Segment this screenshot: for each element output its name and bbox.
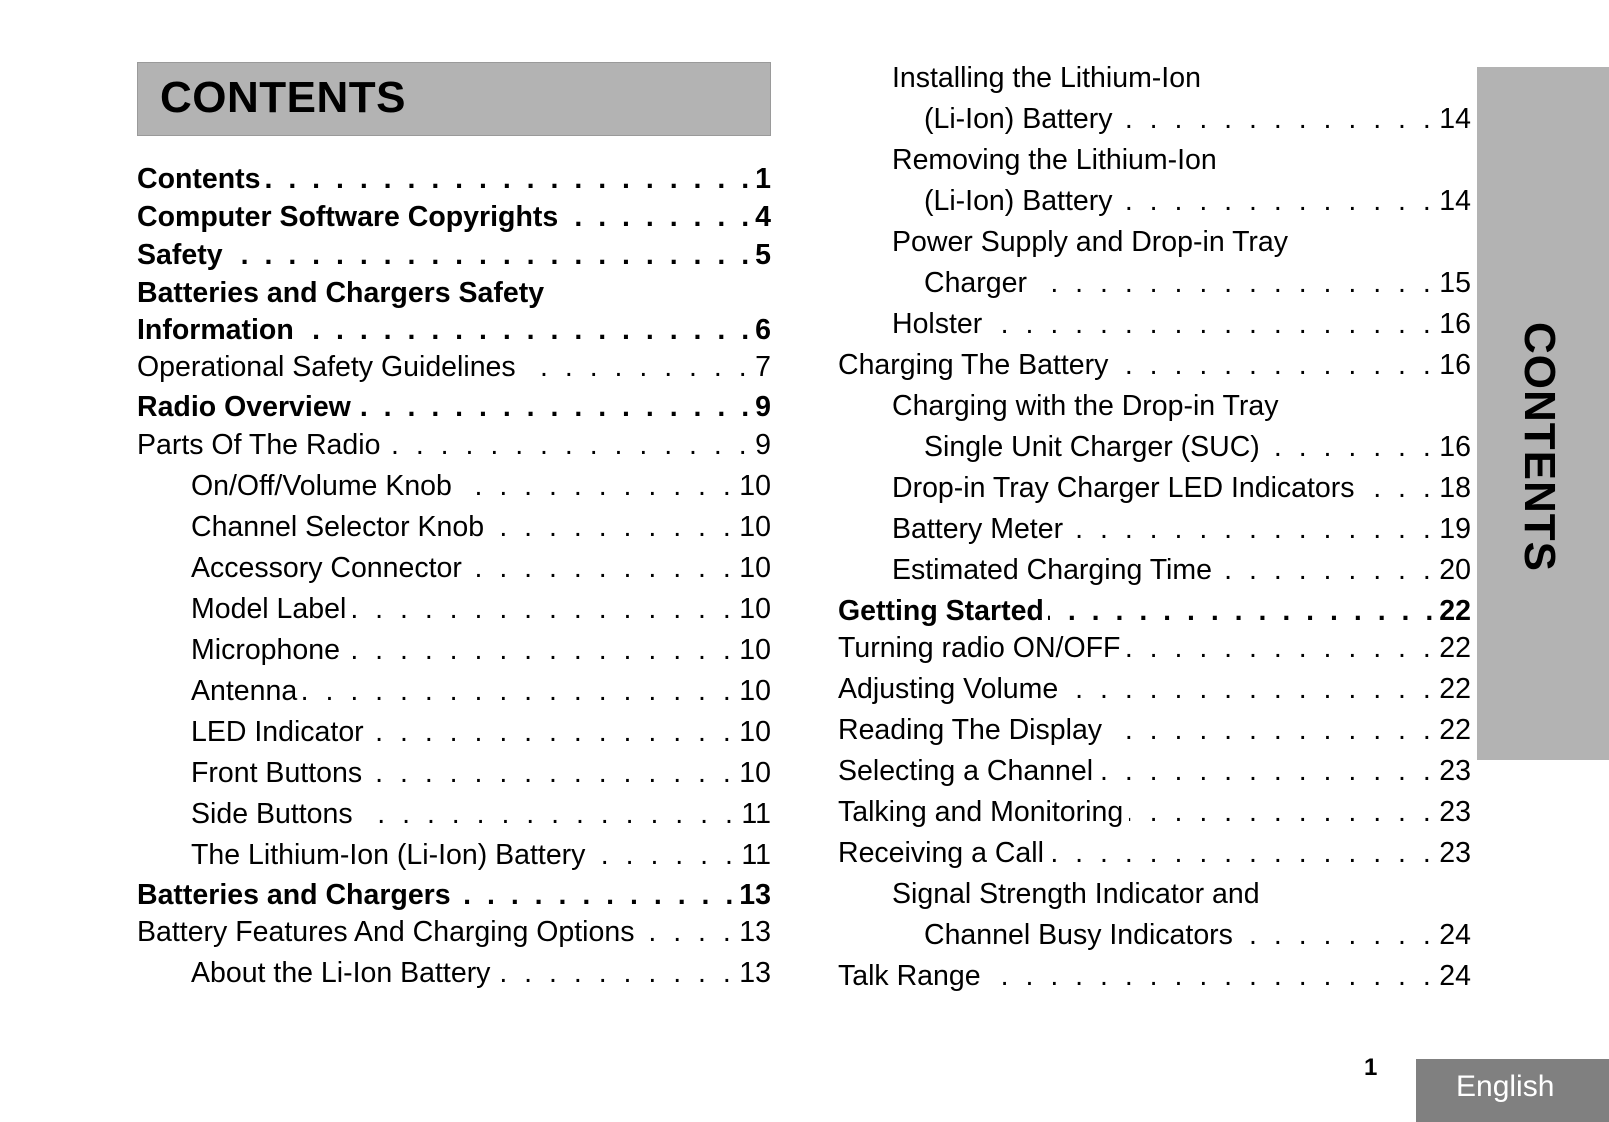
toc-entry[interactable]	[838, 511, 1471, 547]
toc-entry[interactable]	[838, 671, 1471, 707]
toc-dot-leader	[1069, 511, 1435, 547]
toc-entry-label: Signal Strength Indicator and	[892, 878, 1260, 910]
toc-dot-leader	[468, 550, 735, 586]
toc-entry-page-number: 22	[1439, 673, 1471, 705]
toc-entry-page-number: 10	[739, 511, 771, 543]
toc-entry-page-number: 16	[1439, 349, 1471, 381]
toc-dot-leader	[370, 714, 736, 750]
toc-entry-label: Contents	[137, 163, 261, 195]
toc-dot-leader	[298, 312, 753, 348]
toc-entry-label: Channel Busy Indicators	[924, 919, 1233, 951]
toc-entry-page-number: 10	[739, 552, 771, 584]
toc-entry[interactable]	[838, 347, 1471, 383]
toc-entry[interactable]	[838, 835, 1471, 871]
toc-dot-leader	[1050, 835, 1435, 871]
toc-entry[interactable]	[838, 60, 1471, 96]
toc-entry-label: Charging The Battery	[838, 349, 1109, 381]
toc-entry[interactable]	[137, 427, 771, 463]
toc-entry[interactable]	[137, 632, 771, 668]
toc-entry-label: About the Li-Ion Battery	[191, 957, 491, 989]
toc-entry-page-number: 7	[755, 351, 771, 383]
toc-entry[interactable]	[838, 552, 1471, 588]
toc-entry-page-number: 6	[755, 314, 771, 346]
toc-entry[interactable]	[137, 349, 771, 385]
toc-entry[interactable]	[838, 917, 1471, 953]
toc-entry-page-number: 10	[739, 470, 771, 502]
toc-dot-leader	[359, 796, 738, 832]
toc-entry-page-number: 5	[755, 239, 771, 271]
toc-entry-label: Selecting a Channel	[838, 755, 1094, 787]
toc-entry-label: Getting Started	[838, 595, 1044, 627]
toc-entry[interactable]	[838, 712, 1471, 748]
toc-entry-label: Charging with the Drop-in Tray	[892, 390, 1279, 422]
toc-dot-leader	[1218, 552, 1435, 588]
toc-entry-page-number: 13	[739, 916, 771, 948]
toc-dot-leader	[591, 837, 737, 873]
toc-entry-page-number: 22	[1439, 632, 1471, 664]
toc-entry-label: Antenna	[191, 675, 298, 707]
toc-entry-page-number: 14	[1439, 103, 1471, 135]
toc-entry-label: Information	[137, 314, 294, 346]
toc-dot-leader	[455, 877, 738, 913]
toc-entry[interactable]	[838, 388, 1471, 424]
toc-entry[interactable]	[137, 161, 771, 197]
toc-dot-leader	[1118, 101, 1435, 137]
toc-entry[interactable]	[137, 714, 771, 750]
toc-dot-leader	[1114, 347, 1435, 383]
toc-entry-page-number: 11	[741, 798, 771, 830]
toc-entry-label: Microphone	[191, 634, 340, 666]
toc-entry[interactable]	[137, 199, 771, 235]
side-tab-label: CONTENTS	[1515, 322, 1564, 572]
toc-entry-page-number: 20	[1439, 554, 1471, 586]
toc-entry-label: Single Unit Charger (SUC)	[924, 431, 1260, 463]
toc-dot-leader	[1361, 470, 1436, 506]
toc-entry-label: Batteries and Chargers	[137, 879, 451, 911]
toc-entry-label: (Li-Ion) Battery	[924, 103, 1113, 135]
toc-entry[interactable]	[838, 470, 1471, 506]
toc-dot-leader	[562, 199, 753, 235]
toc-entry-label: Talk Range	[838, 960, 981, 992]
toc-entry-page-number: 13	[739, 957, 771, 989]
toc-dot-leader	[1126, 630, 1435, 666]
toc-entry[interactable]	[137, 755, 771, 791]
toc-entry-page-number: 15	[1439, 267, 1471, 299]
toc-entry-label: Power Supply and Drop-in Tray	[892, 226, 1289, 258]
toc-dot-leader	[355, 389, 753, 425]
toc-entry[interactable]	[838, 958, 1471, 994]
toc-entry-page-number: 9	[755, 429, 771, 461]
toc-entry-page-number: 10	[739, 593, 771, 625]
toc-entry-label: Accessory Connector	[191, 552, 462, 584]
toc-dot-leader	[368, 755, 735, 791]
toc-entry-label: The Lithium-Ion (Li-Ion) Battery	[191, 839, 586, 871]
toc-entry-label: Installing the Lithium-Ion	[892, 62, 1201, 94]
toc-dot-leader	[1129, 794, 1435, 830]
toc-entry-page-number: 19	[1439, 513, 1471, 545]
toc-dot-leader	[386, 427, 751, 463]
toc-entry-page-number: 22	[1439, 595, 1471, 627]
toc-dot-leader	[1099, 753, 1435, 789]
toc-dot-leader	[1033, 265, 1435, 301]
toc-entry-page-number: 10	[739, 716, 771, 748]
toc-entry[interactable]	[838, 794, 1471, 830]
toc-entry-page-number: 10	[739, 634, 771, 666]
toc-entry[interactable]	[838, 753, 1471, 789]
toc-dot-leader	[1064, 671, 1435, 707]
toc-entry-label: Charger	[924, 267, 1027, 299]
toc-entry-page-number: 22	[1439, 714, 1471, 746]
toc-entry-label: Operational Safety Guidelines	[137, 351, 516, 383]
toc-entry-label: On/Off/Volume Knob	[191, 470, 452, 502]
toc-entry-page-number: 23	[1439, 796, 1471, 828]
toc-dot-leader	[303, 673, 735, 709]
toc-entry-page-number: 14	[1439, 185, 1471, 217]
toc-dot-leader	[1108, 712, 1435, 748]
toc-entry-label: Parts Of The Radio	[137, 429, 381, 461]
toc-dot-leader	[640, 914, 735, 950]
toc-entry[interactable]	[137, 955, 771, 991]
toc-dot-leader	[1266, 429, 1436, 465]
toc-entry[interactable]	[838, 306, 1471, 342]
toc-entry[interactable]	[838, 101, 1471, 137]
toc-entry-page-number: 4	[755, 201, 771, 233]
toc-entry[interactable]	[838, 429, 1471, 465]
toc-dot-leader	[987, 958, 1436, 994]
toc-dot-leader	[1048, 593, 1437, 629]
language-label: English	[1456, 1070, 1555, 1103]
toc-entry-label: Drop-in Tray Charger LED Indicators	[892, 472, 1355, 504]
toc-entry-page-number: 16	[1439, 308, 1471, 340]
toc-dot-leader	[1118, 183, 1435, 219]
toc-entry-label: Side Buttons	[191, 798, 353, 830]
toc-entry[interactable]	[137, 914, 771, 950]
toc-entry-label: Holster	[892, 308, 983, 340]
toc-dot-leader	[458, 468, 735, 504]
toc-entry-label: Batteries and Chargers Safety	[137, 277, 545, 309]
language-tab	[1416, 1059, 1609, 1122]
toc-entry[interactable]	[137, 468, 771, 504]
page-number: 1	[1364, 1054, 1378, 1081]
contents-header-box	[137, 62, 771, 136]
toc-entry[interactable]	[137, 877, 771, 913]
toc-entry[interactable]	[137, 312, 771, 348]
toc-dot-leader	[496, 955, 735, 991]
toc-entry[interactable]	[137, 796, 771, 832]
page-title: CONTENTS	[160, 73, 406, 122]
toc-entry-label: Computer Software Copyrights	[137, 201, 559, 233]
toc-entry[interactable]	[137, 591, 771, 627]
toc-entry[interactable]	[838, 593, 1471, 629]
toc-entry[interactable]	[838, 142, 1471, 178]
toc-entry-page-number: 23	[1439, 837, 1471, 869]
toc-entry[interactable]	[838, 265, 1471, 301]
toc-entry-page-number: 9	[755, 391, 771, 423]
toc-entry[interactable]	[137, 837, 771, 873]
toc-dot-leader	[1239, 917, 1435, 953]
toc-entry-label: Front Buttons	[191, 757, 363, 789]
toc-dot-leader	[988, 306, 1435, 342]
toc-entry-page-number: 16	[1439, 431, 1471, 463]
toc-entry-page-number: 24	[1439, 960, 1471, 992]
toc-dot-leader	[490, 509, 735, 545]
toc-dot-leader	[227, 237, 754, 273]
toc-entry-page-number: 23	[1439, 755, 1471, 787]
toc-entry-label: Adjusting Volume	[838, 673, 1059, 705]
toc-entry-label: Reading The Display	[838, 714, 1103, 746]
toc-entry-label: Estimated Charging Time	[892, 554, 1212, 586]
toc-entry-label: Battery Meter	[892, 513, 1064, 545]
toc-entry[interactable]	[137, 275, 771, 311]
toc-entry[interactable]	[838, 224, 1471, 260]
toc-entry-label: Removing the Lithium-Ion	[892, 144, 1217, 176]
toc-entry-page-number: 10	[739, 757, 771, 789]
toc-dot-leader	[352, 591, 735, 627]
toc-entry-label: LED Indicator	[191, 716, 364, 748]
side-section-tab	[1477, 67, 1609, 760]
toc-entry-page-number: 18	[1439, 472, 1471, 504]
toc-dot-leader	[346, 632, 735, 668]
toc-entry-label: (Li-Ion) Battery	[924, 185, 1113, 217]
toc-entry-page-number: 13	[739, 879, 771, 911]
toc-entry-label: Turning radio ON/OFF	[838, 632, 1121, 664]
toc-entry[interactable]	[137, 389, 771, 425]
toc-entry[interactable]	[137, 509, 771, 545]
toc-entry[interactable]	[137, 237, 771, 273]
toc-entry-label: Receiving a Call	[838, 837, 1044, 869]
toc-entry-label: Safety	[137, 239, 223, 271]
toc-entry-label: Battery Features And Charging Options	[137, 916, 635, 948]
toc-entry[interactable]	[838, 630, 1471, 666]
toc-entry[interactable]	[137, 673, 771, 709]
toc-entry[interactable]	[838, 183, 1471, 219]
toc-entry[interactable]	[137, 550, 771, 586]
toc-entry[interactable]	[838, 876, 1471, 912]
toc-entry-page-number: 11	[741, 839, 771, 871]
toc-entry-label: Channel Selector Knob	[191, 511, 485, 543]
toc-entry-label: Talking and Monitoring	[838, 796, 1124, 828]
toc-entry-page-number: 24	[1439, 919, 1471, 951]
toc-entry-page-number: 10	[739, 675, 771, 707]
toc-dot-leader	[265, 161, 754, 197]
toc-entry-label: Model Label	[191, 593, 347, 625]
toc-entry-page-number: 1	[755, 163, 771, 195]
toc-entry-label: Radio Overview	[137, 391, 351, 423]
toc-dot-leader	[522, 349, 751, 385]
